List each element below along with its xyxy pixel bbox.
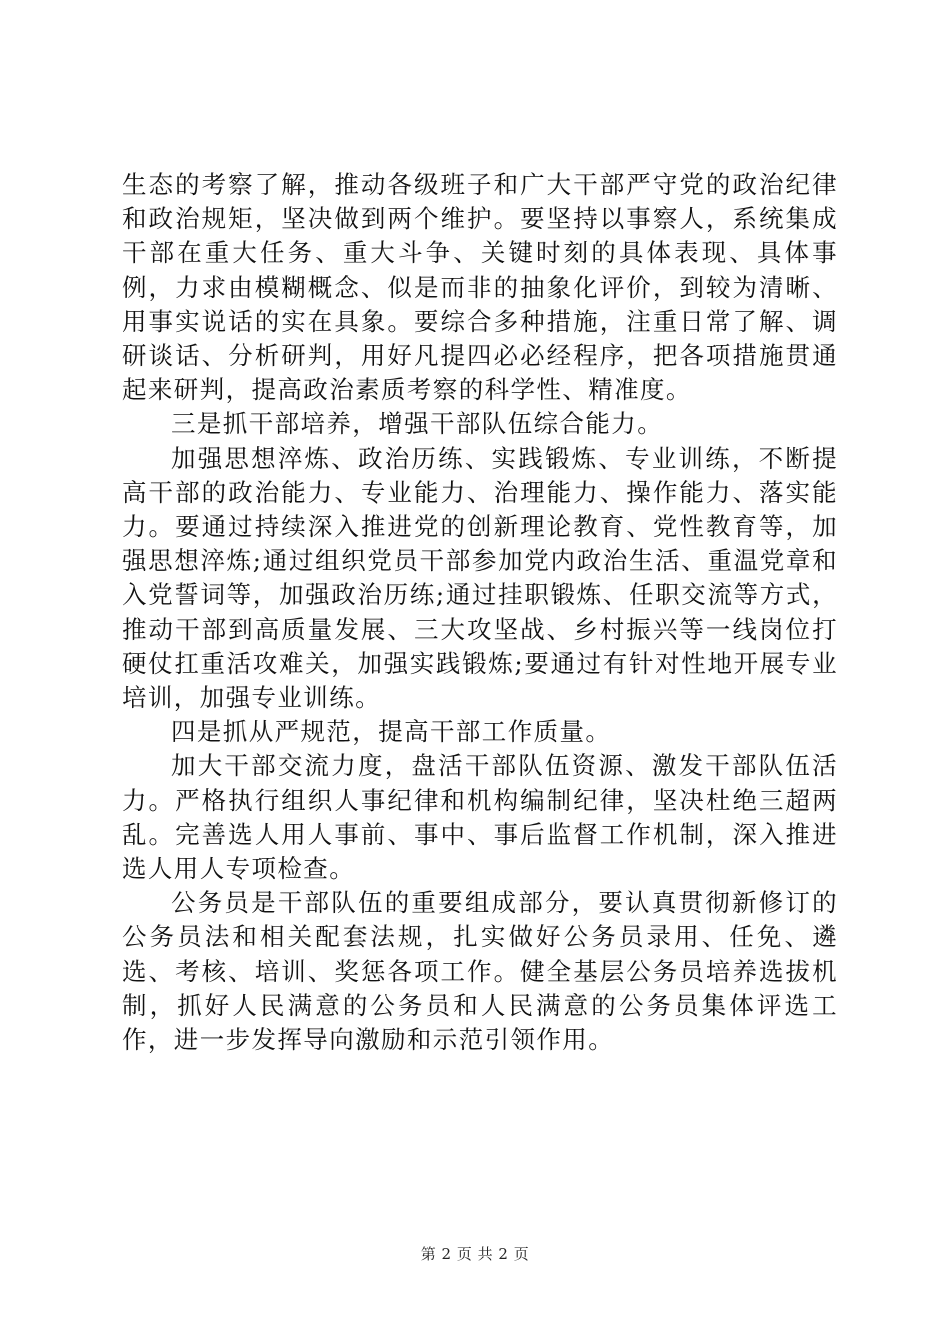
paragraph-cadre-training: 加强思想淬炼、政治历练、实践锻炼、专业训练，不断提高干部的政治能力、专业能力、治理能力、操作能力、落实能力。要通过持续深入推进党的创新理论教育、党性教育等，加强思想淬炼;通过组织党员干部参加党内政治生活、重温党章和入党誓词等，加强政治历练;通过挂职锻炼、任职交流等方式，推动干部到高质量发展、三大攻坚战、乡村振兴等一线岗位打硬仗扛重活攻难关，加强实践锻炼;要通过有针对性地开展专业培训，加强专业训练。: [122, 443, 838, 713]
section-heading-four: 四是抓从严规范，提高干部工作质量。: [171, 717, 612, 747]
paragraph-cadre-exchange: 加大干部交流力度，盘活干部队伍资源、激发干部队伍活力。严格执行组织人事纪律和机构编制纪律，坚决杜绝三超两乱。完善选人用人事前、事中、事后监督工作机制，深入推进选人用人专项检查。: [122, 751, 838, 884]
document-body: [122, 168, 838, 1057]
paragraph-civil-servants: 公务员是干部队伍的重要组成部分，要认真贯彻新修订的公务员法和相关配套法规，扎实做好公务员录用、任免、遴选、考核、培训、奖惩各项工作。健全基层公务员培养选拔机制，抓好人民满意的公务员和人民满意的公务员集体评选工作，进一步发挥导向激励和示范引领作用。: [122, 888, 838, 1055]
page-number-footer: 第 2 页 共 2 页: [420, 1245, 530, 1263]
section-heading-three: 三是抓干部培养，增强干部队伍综合能力。: [171, 409, 664, 439]
paragraph-continuation: 生态的考察了解，推动各级班子和广大干部严守党的政治纪律和政治规矩，坚决做到两个维护。要坚持以事察人，系统集成干部在重大任务、重大斗争、关键时刻的具体表现、具体事例，力求由模糊概念、似是而非的抽象化评价，到较为清晰、用事实说话的实在具象。要综合多种措施，注重日常了解、调研谈话、分析研判，用好凡提四必必经程序，把各项措施贯通起来研判，提高政治素质考察的科学性、精准度。: [122, 170, 838, 405]
